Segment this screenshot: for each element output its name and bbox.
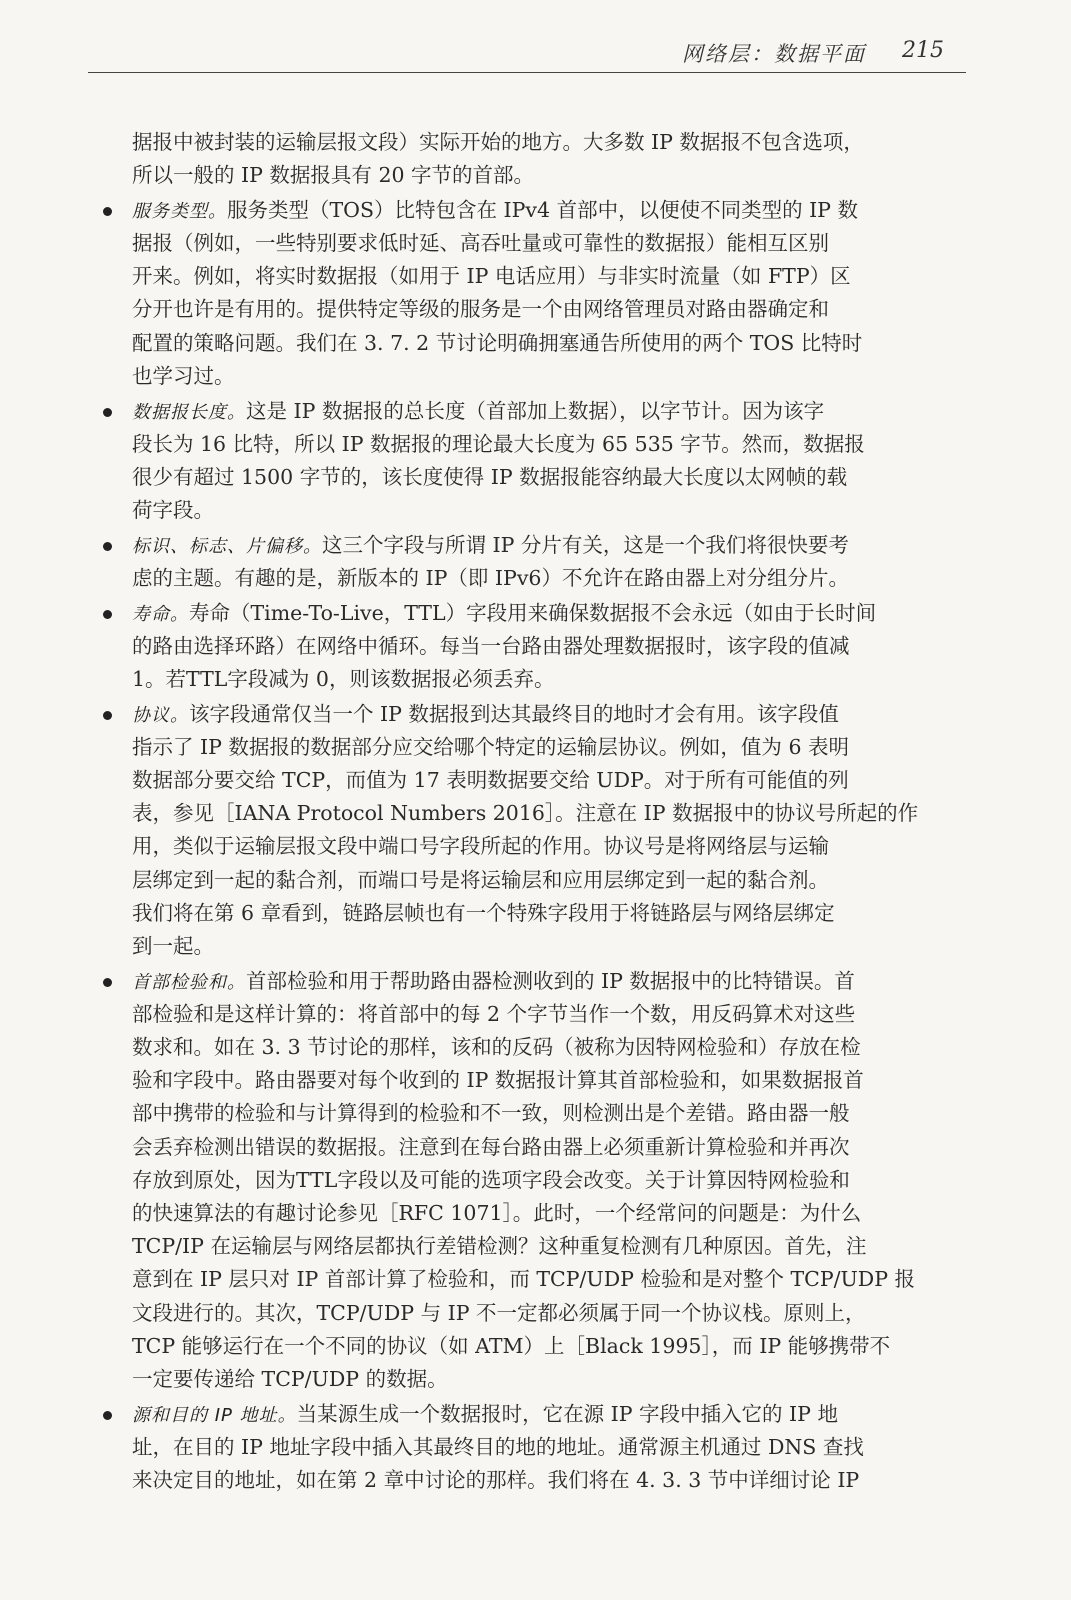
line-text: 址，在目的 IP 地址字段中插入其最终目的地的地址。通常源主机通过 DNS 查找 (132, 1434, 864, 1459)
chapter-title: 网络层：数据平面 (682, 42, 866, 66)
bullet-dot-icon (103, 1411, 112, 1420)
bullet-dot-icon (103, 711, 112, 720)
text-line (132, 1230, 968, 1263)
line-text: 荷字段。 (132, 498, 214, 523)
line-text: 也学习过。 (132, 363, 235, 388)
line-text: 文段进行的。其次，TCP/UDP 与 IP 不一定都必须属于同一个协议栈。原则上， (132, 1300, 866, 1325)
line-text: 会丢弃检测出错误的数据报。注意到在每台路由器上必须重新计算检验和并再次 (132, 1134, 850, 1159)
line-text: 来决定目的地址，如在第 2 章中讨论的那样。我们将在 4. 3. 3 节中详细讨论 IP (132, 1468, 860, 1492)
line-text: 段长为 16 比特，所以 IP 数据报的理论最大长度为 65 535 字节。然而，数据报 (132, 431, 865, 456)
line-text: 表，参见［IANA Protocol Numbers 2016］。注意在 IP 数据报中的协议号所起的作 (132, 801, 919, 826)
bullet-item (132, 1398, 968, 1498)
line-text: 我们将在第 6 章看到，链路层帧也有一个特殊字段用于将链路层与网络层绑定 (132, 900, 835, 925)
bullet-dot-icon (103, 610, 112, 619)
text-line (132, 897, 968, 930)
text-line (132, 126, 968, 159)
text-line (132, 731, 968, 764)
text-line (132, 1031, 968, 1064)
line-text: 意到在 IP 层只对 IP 首部计算了检验和，而 TCP/UDP 检验和是对整个 TCP/UDP 报 (132, 1267, 916, 1292)
bullet-item (132, 698, 968, 964)
text-line (132, 1330, 968, 1363)
text-line (132, 864, 968, 897)
line-text: 虑的主题。有趣的是，新版本的 IP（即 IPv6）不允许在路由器上对分组分片。 (132, 565, 849, 590)
line-text: 据报中被封装的运输层报文段）实际开始的地方。大多数 IP 数据报不包含选项， (132, 130, 864, 154)
bullet-item (132, 194, 968, 393)
line-text: 数据部分要交给 TCP，而值为 17 表明数据要交给 UDP。对于所有可能值的列 (132, 768, 849, 793)
field-term: 协议。 (132, 704, 189, 726)
text-line (132, 293, 968, 326)
line-text: 首部检验和用于帮助路由器检测收到的 IP 数据报中的比特错误。首 (246, 968, 855, 993)
field-term: 源和目的 IP 地址。 (132, 1404, 297, 1426)
text-line (132, 562, 968, 595)
text-line (132, 1164, 968, 1197)
line-text: 很少有超过 1500 字节的，该长度使得 IP 数据报能容纳最大长度以太网帧的载 (132, 464, 848, 489)
line-text: 层绑定到一起的黏合剂，而端口号是将运输层和应用层绑定到一起的黏合剂。 (132, 867, 829, 892)
line-text: 一定要传递给 TCP/UDP 的数据。 (132, 1366, 448, 1391)
line-text: 服务类型（TOS）比特包含在 IPv4 首部中，以便使不同类型的 IP 数 (227, 197, 858, 222)
text-line (132, 830, 968, 863)
bullet-item (132, 395, 968, 528)
line-text: 这三个字段与所谓 IP 分片有关，这是一个我们将很快要考 (322, 532, 849, 557)
line-text: 1。若TTL字段减为 0，则该数据报必须丢弃。 (132, 667, 555, 691)
text-line (132, 529, 968, 562)
field-term: 标识、标志、片偏移。 (132, 535, 322, 557)
bullet-dot-icon (103, 978, 112, 987)
line-text: 据报（例如，一些特别要求低时延、高吞吐量或可靠性的数据报）能相互区别 (132, 231, 829, 256)
text-line (132, 764, 968, 797)
text-line (132, 797, 968, 830)
text-line (132, 395, 968, 428)
line-text: 存放到原处，因为TTL字段以及可能的选项字段会改变。关于计算因特网检验和 (132, 1167, 850, 1192)
line-text: 当某源生成一个数据报时，它在源 IP 字段中插入它的 IP 地 (296, 1401, 838, 1426)
field-term: 首部检验和。 (132, 971, 246, 993)
line-text: 用，类似于运输层报文段中端口号字段所起的作用。协议号是将网络层与运输 (132, 834, 829, 859)
text-line (132, 1263, 968, 1296)
line-text: 部中携带的检验和与计算得到的检验和不一致，则检测出是个差错。路由器一般 (132, 1101, 850, 1126)
text-line (132, 1131, 968, 1164)
text-line (132, 630, 968, 663)
text-line (132, 194, 968, 227)
text-line (132, 1464, 968, 1497)
text-line (132, 1431, 968, 1464)
field-term: 服务类型。 (132, 200, 227, 222)
text-line (132, 597, 968, 630)
line-text: 这是 IP 数据报的总长度（首部加上数据），以字节计。因为该字 (246, 398, 825, 423)
bullet-dot-icon (103, 408, 112, 417)
bullet-item (132, 597, 968, 697)
bullet-dot-icon (103, 542, 112, 551)
bullet-dot-icon (103, 207, 112, 216)
text-line (132, 965, 968, 998)
field-term: 数据报长度。 (132, 401, 246, 423)
line-text: 该字段通常仅当一个 IP 数据报到达其最终目的地时才会有用。该字段值 (189, 701, 839, 726)
text-line (132, 260, 968, 293)
line-text: 验和字段中。路由器要对每个收到的 IP 数据报计算其首部检验和，如果数据报首 (132, 1068, 864, 1093)
text-line (132, 663, 968, 696)
text-line (132, 1398, 968, 1431)
line-text: 所以一般的 IP 数据报具有 20 字节的首部。 (132, 163, 535, 188)
bullet-item (132, 965, 968, 1396)
text-line (132, 930, 968, 963)
line-text: 寿命（Time-To-Live，TTL）字段用来确保数据报不会永远（如由于长时间 (189, 600, 877, 625)
bullet-item (132, 529, 968, 595)
field-term: 寿命。 (132, 603, 189, 625)
running-header (88, 36, 966, 73)
line-text: 指示了 IP 数据报的数据部分应交给哪个特定的运输层协议。例如，值为 6 表明 (132, 734, 849, 759)
text-line (132, 461, 968, 494)
text-line (132, 1197, 968, 1230)
text-line (132, 360, 968, 393)
text-line (132, 698, 968, 731)
line-text: 到一起。 (132, 934, 214, 958)
text-line (132, 1297, 968, 1330)
line-text: TCP/IP 在运输层与网络层都执行差错检测？这种重复检测有几种原因。首先，注 (132, 1234, 867, 1259)
text-line (132, 998, 968, 1031)
text-line (132, 159, 968, 192)
line-text: 数求和。如在 3. 3 节讨论的那样，该和的反码（被称为因特网检验和）存放在检 (132, 1035, 861, 1060)
text-line (132, 1363, 968, 1396)
text-line (132, 1064, 968, 1097)
line-text: 的快速算法的有趣讨论参见［RFC 1071］。此时，一个经常问的问题是：为什么 (132, 1201, 862, 1225)
text-line (132, 327, 968, 360)
text-line (132, 428, 968, 461)
text-line (132, 1097, 968, 1130)
line-text: 开来。例如，将实时数据报（如用于 IP 电话应用）与非实时流量（如 FTP）区 (132, 264, 851, 289)
text-line (132, 227, 968, 260)
line-text: TCP 能够运行在一个不同的协议（如 ATM）上［Black 1995］，而 IP 能够携带不 (132, 1333, 891, 1358)
line-text: 配置的策略问题。我们在 3. 7. 2 节讨论明确拥塞通告所使用的两个 TOS 比特时 (132, 330, 863, 355)
page-number: 215 (902, 38, 944, 63)
line-text: 部检验和是这样计算的：将首部中的每 2 个字节当作一个数，用反码算术对这些 (132, 1001, 856, 1026)
line-text: 的路由选择环路）在网络中循环。每当一台路由器处理数据报时，该字段的值减 (132, 633, 850, 658)
line-text: 分开也许是有用的。提供特定等级的服务是一个由网络管理员对路由器确定和 (132, 297, 829, 322)
body-text (132, 126, 968, 1497)
text-line (132, 494, 968, 527)
